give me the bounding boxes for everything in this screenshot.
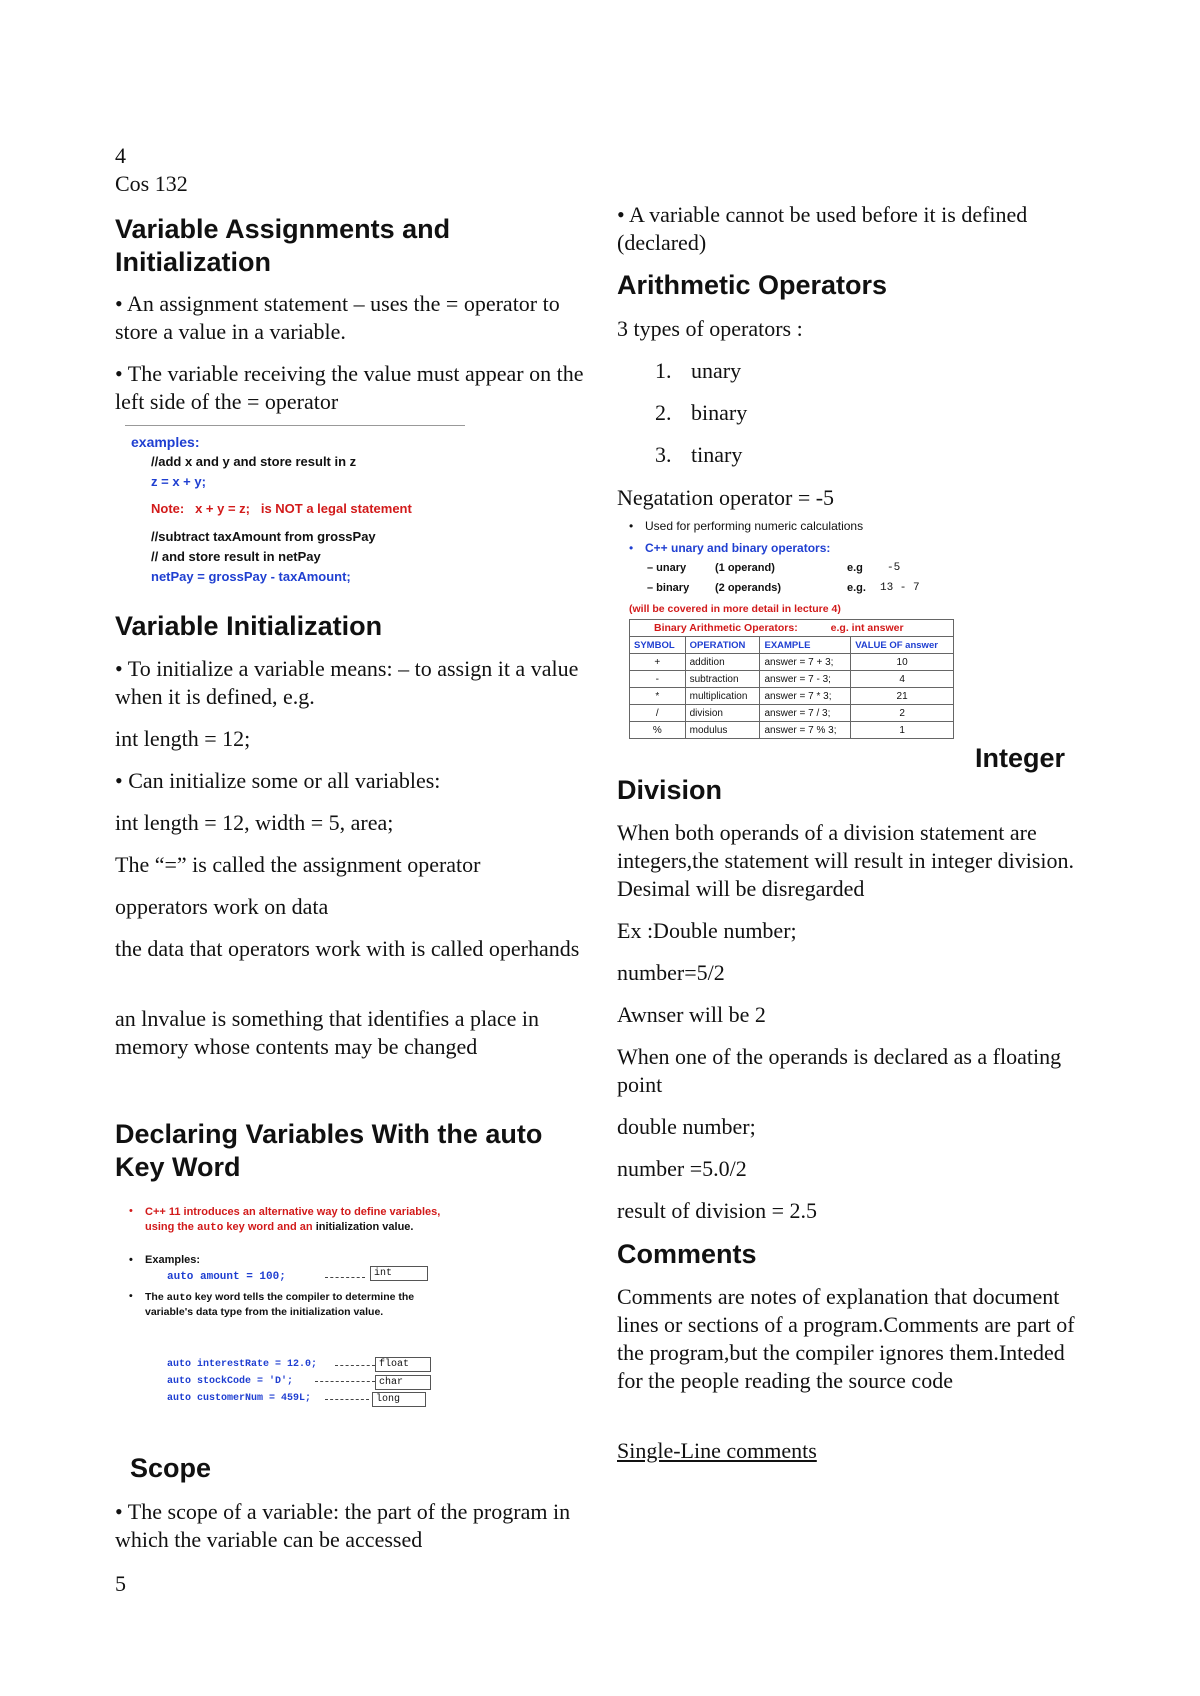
list-item: 2. binary (655, 400, 748, 425)
heading-variable-initialization: Variable Initialization (115, 611, 383, 641)
auto-b3-d: variable's data type from the initialization value. (145, 1306, 384, 1318)
list-item: 1. unary (655, 358, 742, 383)
binary-desc: (2 operands) (715, 582, 782, 594)
binary-value: 13 - 7 (880, 582, 920, 594)
auto-example-amount: auto amount = 100; (167, 1271, 286, 1283)
single-line-comments-link: Single-Line comments (617, 1438, 817, 1463)
init-para-3: • Can initialize some or all variables: (115, 768, 441, 793)
init-para-7: the data that operators work with is called operhands (115, 936, 580, 961)
type-box-int: int (370, 1266, 428, 1281)
example-comment-add: //add x and y and store result in z (151, 454, 357, 469)
table-row: % modulus answer = 7 % 3; 1 (630, 722, 954, 739)
heading-arithmetic-operators: Arithmetic Operators (617, 270, 888, 300)
defined-before-use-para: • A variable cannot be used before it is defined (declared) (617, 202, 1028, 255)
heading-integer: Integer (975, 743, 1066, 773)
int-div-para-8: result of division = 2.5 (617, 1198, 818, 1223)
init-para-8: an lnvalue is something that identifies a place in memory whose contents may be changed (115, 1006, 539, 1059)
note-text: is NOT a legal statement (260, 501, 412, 516)
auto-example-stock: auto stockCode = 'D'; (167, 1376, 294, 1387)
note-label: Note: (151, 501, 185, 516)
table-title-example: e.g. int answer (830, 622, 904, 634)
examples-figure (125, 425, 465, 596)
unary-eg: e.g (847, 562, 863, 574)
int-div-para-4: Awnser will be 2 (617, 1002, 766, 1027)
ops-bullet-1: Used for performing numeric calculations (645, 519, 864, 533)
type-box-long: long (372, 1392, 426, 1407)
init-para-5: The “=” is called the assignment operator (115, 852, 481, 877)
heading-auto-keyword: Declaring Variables With the auto Key Word (115, 1119, 543, 1182)
auto-examples-label: Examples: (145, 1254, 201, 1266)
table-row: * multiplication answer = 7 * 3; 21 (630, 688, 954, 705)
auto-example-customer: auto customerNum = 459L; (167, 1393, 312, 1404)
heading-scope: Scope (130, 1453, 212, 1483)
type-box-char: char (375, 1375, 431, 1390)
init-para-2: int length = 12; (115, 726, 251, 751)
auto-b1-d: auto (196, 1222, 224, 1234)
unary-value: -5 (887, 562, 901, 574)
binary-operators-table (629, 619, 954, 739)
init-para-1: • To initialize a variable means: – to assign it a value when it is defined, e.g. (115, 656, 579, 709)
heading-comments: Comments (617, 1239, 757, 1269)
operator-types-list (655, 357, 1055, 483)
scope-para-1: • The scope of a variable: the part of the program in which the variable can be accessed (115, 1499, 571, 1552)
list-item: 3. tinary (655, 442, 743, 467)
comments-para-1: Comments are notes of explanation that document lines or sections of a program.Comments are part of the program,but the compiler ignores them.Inteded for the people reading the source code (617, 1284, 1075, 1393)
int-div-para-7: number =5.0/2 (617, 1156, 747, 1181)
table-row: - subtraction answer = 7 - 3; 4 (630, 671, 954, 688)
int-div-para-2: Ex :Double number; (617, 918, 797, 943)
auto-figure: • C++ 11 introduces an alternative way to define variables, using the auto key word and an initialization value. • Examples: auto amount = 100; int • The auto key word tells the compiler to determine the variable's data type from the initialization value. auto interestRate = 12.0; float auto stockCode = 'D'; char auto customerNum = 459L; long (129, 1205, 441, 1405)
example-code-z: z = x + y; (151, 474, 206, 489)
auto-b3-b: auto (166, 1292, 192, 1304)
heading-variable-assignments: Variable Assignments and Initialization (115, 214, 451, 277)
heading-division: Division (617, 775, 723, 805)
ops-note: (will be covered in more detail in lecture 4) (629, 603, 841, 615)
negation-operator: Negatation operator = -5 (617, 485, 835, 510)
auto-b1-a: C++ 11 introduces (145, 1206, 240, 1218)
init-para-6: opperators work on data (115, 894, 329, 919)
int-div-para-5: When one of the operands is declared as a floating point (617, 1044, 1062, 1097)
auto-b3-a: The (145, 1291, 164, 1303)
type-box-float: float (375, 1357, 431, 1372)
int-div-para-3: number=5/2 (617, 960, 725, 985)
unary-desc: (1 operand) (715, 562, 775, 574)
auto-b3-c: key word tells the compiler to determine the (194, 1291, 415, 1303)
binary-label: – binary (647, 582, 690, 594)
table-header-row: SYMBOL OPERATION EXAMPLE VALUE OF answer (630, 637, 954, 654)
table-row: + addition answer = 7 + 3; 10 (630, 654, 954, 671)
examples-heading: examples: (131, 434, 200, 450)
auto-b1-c: variables, using the (145, 1206, 441, 1233)
operators-figure: • Used for performing numeric calculations • C++ unary and binary operators: – unary (1 operand) e.g -5 – binary (2 operands) e.g. 13 - 7 (will be covered in more detail in lecture 4) Binary Arithmetic Operators: e.g. int answer SYMBOL OPERATION EXAMPLE VALUE OF answer + addition answer = 7 + 3; 10 - subtraction answer = 7 - 3; 4 * multiplication answer = 7 * 3; 21 / division answer = 7 / 3; 2 % modulus answer = 7 % 3; 1 (625, 515, 975, 740)
note-expression: x + y = z; (195, 501, 250, 516)
page-number-bottom: 5 (115, 1571, 126, 1596)
int-div-para-6: double number; (617, 1114, 756, 1139)
auto-b1-f: initialization value. (315, 1221, 414, 1233)
auto-b1-b: an alternative way to define (242, 1206, 387, 1218)
assign-para-1: • An assignment statement – uses the = operator to store a value in a variable. (115, 291, 560, 344)
auto-b1-e: key word and an (226, 1221, 313, 1233)
table-title: Binary Arithmetic Operators: (654, 622, 798, 634)
init-para-4: int length = 12, width = 5, area; (115, 810, 394, 835)
int-div-para-1: When both operands of a division statement are integers,the statement will result in integer division. Desimal will be disregarded (617, 820, 1075, 901)
binary-eg: e.g. (847, 582, 866, 594)
assign-para-2: • The variable receiving the value must appear on the left side of the = operator (115, 361, 584, 414)
example-comment-store: // and store result in netPay (151, 549, 321, 564)
unary-label: – unary (647, 562, 687, 574)
example-code-netpay: netPay = grossPay - taxAmount; (151, 569, 351, 584)
page-number-top: 4 (115, 143, 126, 168)
table-row: / division answer = 7 / 3; 2 (630, 705, 954, 722)
operator-types-intro: 3 types of operators : (617, 316, 803, 341)
example-comment-subtract: //subtract taxAmount from grossPay (151, 529, 376, 544)
auto-example-interest: auto interestRate = 12.0; (167, 1359, 318, 1370)
ops-bullet-2: C++ unary and binary operators: (645, 541, 831, 555)
course-code: Cos 132 (115, 171, 188, 196)
